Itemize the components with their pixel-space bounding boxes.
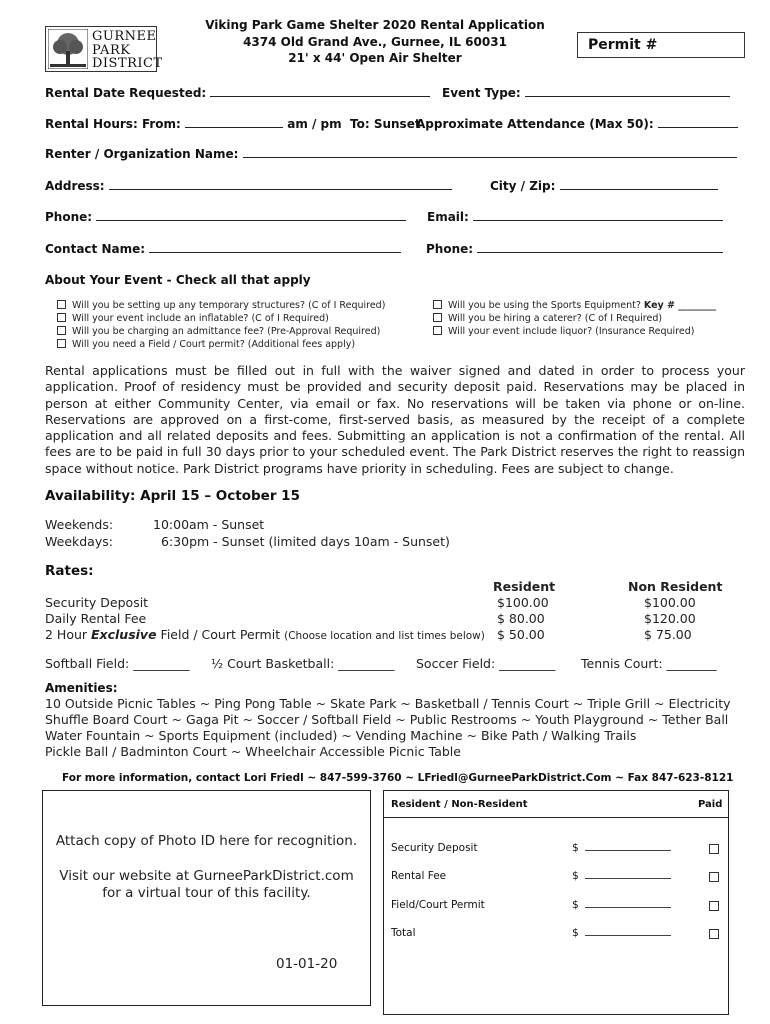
website-text: Visit our website at GurneeParkDistrict.com	[59, 868, 354, 884]
attendance-line[interactable]	[658, 117, 738, 128]
checklist-item[interactable]: Will you need a Field / Court permit? (Additional fees apply)	[57, 338, 385, 351]
attach-photo-text: Attach copy of Photo ID here for recognition.	[55, 833, 358, 849]
renter-line[interactable]	[243, 147, 737, 158]
shelter-size: 21' x 44' Open Air Shelter	[288, 51, 462, 65]
checklist-item[interactable]: Will you be using the Sports Equipment? Key # ________	[433, 299, 716, 312]
checkbox[interactable]	[433, 300, 442, 309]
fee-line[interactable]	[585, 870, 671, 879]
amenities-line: Water Fountain ~ Sports Equipment (included) ~ Vending Machine ~ Bike Path / Walking Trails	[45, 728, 637, 743]
soccer-field-entry[interactable]: Soccer Field: _________	[416, 656, 556, 671]
contact-phone-label: Phone:	[426, 242, 474, 256]
contact-info: For more information, contact Lori Friedl ~ 847-599-3760 ~ LFriedl@GurneeParkDistrict.Com ~ Fax 847-623-8121	[62, 772, 734, 784]
city-zip-line[interactable]	[560, 179, 718, 190]
amenities-line: 10 Outside Picnic Tables ~ Ping Pong Table ~ Skate Park ~ Basketball / Tennis Court ~ Triple Grill ~ Electricity	[45, 696, 731, 711]
email-line[interactable]	[473, 210, 723, 221]
from-label: From:	[141, 117, 181, 131]
checkbox[interactable]	[57, 313, 66, 322]
park-district-logo	[45, 26, 163, 72]
rate-resident: $ 50.00	[497, 627, 545, 642]
fee-line[interactable]	[585, 842, 671, 851]
weekends-label: Weekends:	[45, 517, 114, 532]
checklist-item[interactable]: Will you be charging an admittance fee? (Pre-Approval Required)	[57, 325, 385, 338]
basketball-court-entry[interactable]: ½ Court Basketball: _________	[211, 656, 395, 671]
event-type-label: Event Type:	[442, 86, 521, 100]
event-type-line[interactable]	[525, 86, 730, 97]
phone-line[interactable]	[96, 210, 406, 221]
fee-amount-field[interactable]: $	[572, 899, 671, 911]
checklist-item[interactable]: Will your event include liquor? (Insurance Required)	[433, 325, 716, 338]
paid-column-header: Paid	[698, 799, 723, 810]
city-zip-label: City / Zip:	[490, 179, 556, 193]
about-left-checklist	[57, 299, 385, 351]
contact-phone-line[interactable]	[477, 242, 723, 253]
rates-heading: Rates:	[45, 563, 94, 579]
logo-line-3: DISTRICT	[92, 56, 163, 71]
checklist-item[interactable]: Will you be hiring a caterer? (C of I Required)	[433, 312, 716, 325]
rental-date-line[interactable]	[210, 86, 430, 97]
fee-line[interactable]	[585, 899, 671, 908]
rate-label: Daily Rental Fee	[45, 611, 147, 626]
fee-row-label: Security Deposit	[391, 842, 478, 854]
fee-row-label: Rental Fee	[391, 870, 447, 882]
address-field[interactable]	[45, 179, 452, 193]
logo-line-2: PARK	[92, 43, 131, 58]
amenities-line: Shuffle Board Court ~ Gaga Pit ~ Soccer / Softball Field ~ Public Restrooms ~ Youth Playground ~ Tether Ball	[45, 712, 729, 727]
am-pm-label: am / pm	[287, 117, 342, 131]
checklist-item[interactable]: Will you be setting up any temporary structures? (C of I Required)	[57, 299, 385, 312]
contact-name-field[interactable]	[45, 242, 401, 256]
rental-terms-paragraph: Rental applications must be filled out in full with the waiver signed and dated in order to process your application. Proof of residency must be provided and security deposit paid. Reservations may be placed in person at either Community Center, via email or fax. No reservations will be taken via phone or on-line. Reservations are approved on a first-come, first-served basis, as measured by the receipt of a complete application and all related deposits and fees. Submitting an application is not a confirmation of the rental. All fees are to be paid in full 30 days prior to your scheduled event. The Park District reserves the right to reassign space without notice. Park District programs have priority in scheduling. Fees are subject to change.	[45, 363, 745, 476]
contact-phone-field[interactable]	[426, 242, 723, 256]
key-number-field[interactable]: Key # ________	[643, 300, 717, 311]
photo-id-box	[42, 790, 371, 1006]
rate-label: Security Deposit	[45, 595, 149, 610]
tennis-court-entry[interactable]: Tennis Court: ________	[581, 656, 717, 671]
nonresident-column-header: Non Resident	[628, 579, 723, 594]
renter-label: Renter / Organization Name:	[45, 147, 239, 161]
tree-icon	[48, 29, 88, 69]
permit-number-field[interactable]	[577, 32, 745, 58]
checkbox[interactable]	[433, 326, 442, 335]
rate-label: 2 Hour Exclusive Field / Court Permit (Choose location and list times below)	[45, 627, 485, 642]
address-line[interactable]	[109, 179, 452, 190]
attendance-label: Approximate Attendance (Max 50):	[416, 117, 654, 131]
to-sunset-label: To: Sunset	[350, 117, 421, 131]
fee-amount-field[interactable]: $	[572, 927, 671, 939]
rate-nonresident: $ 75.00	[644, 627, 692, 642]
rate-resident: $ 80.00	[497, 611, 545, 626]
email-label: Email:	[427, 210, 469, 224]
amenities-line: Pickle Ball / Badminton Court ~ Wheelchair Accessible Picnic Table	[45, 744, 461, 759]
paid-checkbox[interactable]	[709, 844, 719, 854]
contact-name-label: Contact Name:	[45, 242, 146, 256]
fee-row-label: Total	[391, 927, 416, 939]
checkbox[interactable]	[57, 339, 66, 348]
logo-line-1: GURNEE	[92, 29, 157, 44]
about-right-checklist	[433, 299, 716, 338]
rate-nonresident: $120.00	[644, 611, 696, 626]
rental-hours-label: Rental Hours:	[45, 117, 138, 131]
revision-date: 01-01-20	[276, 956, 338, 972]
phone-field[interactable]	[45, 210, 406, 224]
amenities-heading: Amenities:	[45, 681, 118, 695]
fee-line[interactable]	[585, 927, 671, 936]
rate-nonresident: $100.00	[644, 595, 696, 610]
about-event-heading: About Your Event - Check all that apply	[45, 273, 311, 287]
renter-field[interactable]	[45, 147, 737, 161]
contact-name-line[interactable]	[149, 242, 401, 253]
checkbox[interactable]	[433, 313, 442, 322]
from-time-line[interactable]	[185, 117, 283, 128]
weekdays-hours: 6:30pm - Sunset (limited days 10am - Sunset)	[161, 534, 450, 549]
checkbox[interactable]	[57, 300, 66, 309]
resident-column-header: Resident	[493, 579, 556, 594]
form-title: Viking Park Game Shelter 2020 Rental Application	[205, 18, 545, 32]
weekends-hours: 10:00am - Sunset	[153, 517, 265, 532]
fee-row-label: Field/Court Permit	[391, 899, 485, 911]
fee-amount-field[interactable]: $	[572, 842, 671, 854]
rental-date-label: Rental Date Requested:	[45, 86, 207, 100]
attendance-field[interactable]	[416, 117, 738, 131]
permit-label: Permit #	[588, 37, 658, 53]
rate-resident: $100.00	[497, 595, 549, 610]
paid-checkbox[interactable]	[709, 872, 719, 882]
checklist-item[interactable]: Will your event include an inflatable? (C of I Required)	[57, 312, 385, 325]
office-fee-box	[383, 790, 729, 1015]
fee-amount-field[interactable]: $	[572, 870, 671, 882]
softball-field-entry[interactable]: Softball Field: _________	[45, 656, 190, 671]
paid-checkbox[interactable]	[709, 929, 719, 939]
checkbox[interactable]	[57, 326, 66, 335]
fee-box-heading: Resident / Non-Resident	[391, 799, 528, 810]
weekdays-label: Weekdays:	[45, 534, 113, 549]
email-field[interactable]	[427, 210, 723, 224]
rental-date-field[interactable]	[45, 86, 430, 100]
address-label: Address:	[45, 179, 105, 193]
phone-label: Phone:	[45, 210, 93, 224]
event-type-field[interactable]	[442, 86, 730, 100]
shelter-address: 4374 Old Grand Ave., Gurnee, IL 60031	[243, 35, 507, 49]
paid-checkbox[interactable]	[709, 901, 719, 911]
city-zip-field[interactable]	[490, 179, 718, 193]
rental-hours-field[interactable]	[45, 117, 421, 131]
availability-heading: Availability: April 15 – October 15	[45, 488, 300, 504]
virtual-tour-text: for a virtual tour of this facility.	[102, 885, 311, 901]
